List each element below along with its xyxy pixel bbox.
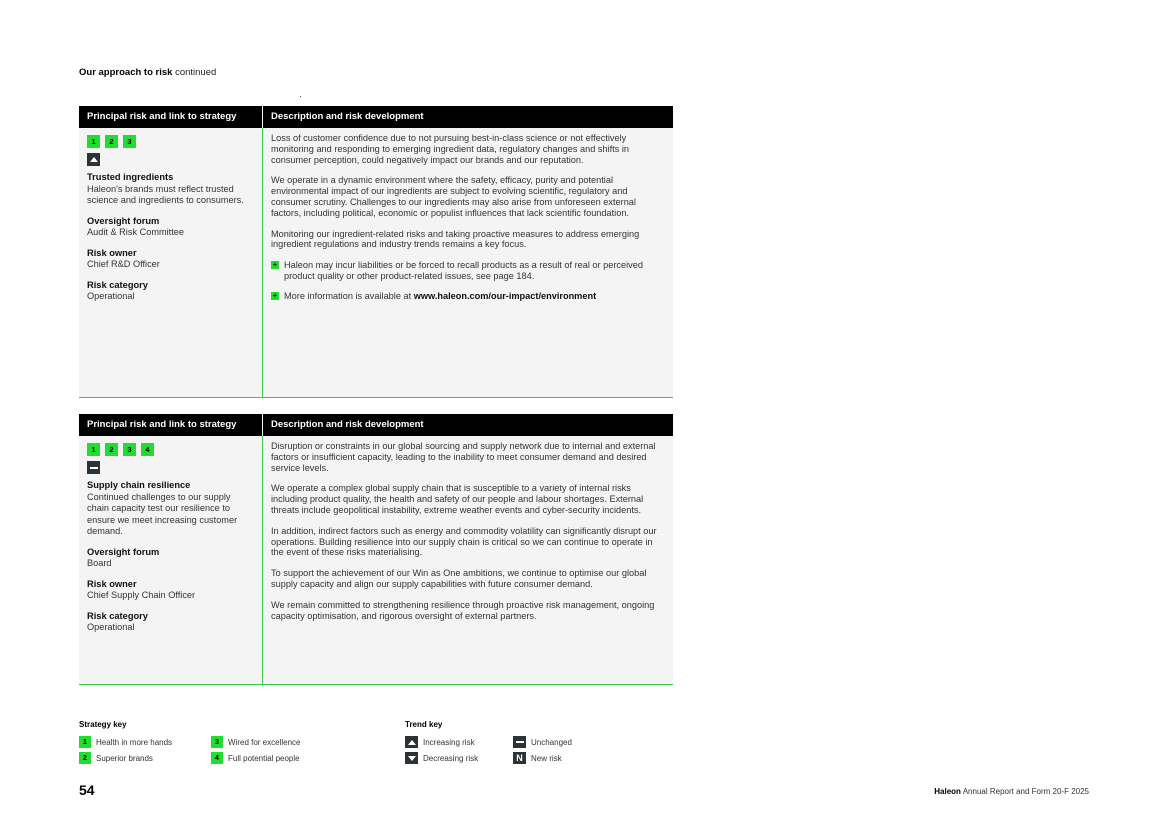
risk-description-column: [263, 128, 673, 397]
risk-category-block: [87, 280, 254, 303]
description-paragraph: To support the achievement of our Win as One ambitions, we continue to optimise our global supply capacity and align our supply capabilities with future consumer demand.: [271, 568, 647, 589]
trend-unchanged-icon: [513, 736, 526, 748]
more-info-link[interactable]: www.haleon.com/our-impact/environment: [413, 290, 597, 301]
risk-summary-column: [79, 128, 263, 397]
trend-key-item: [405, 752, 478, 764]
oversight-forum-label: Oversight forum: [87, 546, 160, 557]
plus-icon: +: [272, 260, 278, 270]
risk-category-label: Risk category: [87, 279, 148, 290]
strategy-key-label: Health in more hands: [96, 737, 173, 747]
strategy-key-label: Full potential people: [228, 753, 300, 763]
oversight-forum-label: Oversight forum: [87, 215, 160, 226]
table-body: [79, 128, 673, 397]
trend-decreasing-icon: [405, 752, 418, 764]
risk-category-value: Operational: [87, 622, 135, 632]
trend-key-label: Increasing risk: [423, 737, 475, 747]
risk-table-supply-chain: [79, 414, 673, 685]
strategy-link-badges: [87, 135, 254, 148]
risk-name-block: [87, 172, 254, 207]
risk-description-column: [263, 436, 673, 684]
trend-increasing-icon: [405, 736, 418, 748]
description-paragraph: We operate in a dynamic environment where the safety, efficacy, purity and potential environmental impact of our ingredients are subject to evolving scientific, regulatory and consumer scrutiny. Challenges to our ingredients may also arise from unforeseen external factors, including political, economic or populist influences that lack scientific foundation.: [271, 175, 636, 218]
risk-name: Trusted ingredients: [87, 172, 174, 182]
description-paragraph: Disruption or constraints in our global sourcing and supply network due to internal and external factors or insufficient capacity, leading to the inability to meet consumer demand and desired service levels.: [271, 441, 656, 473]
section-title: [79, 67, 216, 78]
cross-reference-bullet: [271, 260, 665, 282]
trend-key-title: Trend key: [405, 720, 443, 729]
strategy-key-badge: 1: [79, 736, 91, 748]
trend-unchanged-icon: [87, 461, 100, 474]
table-header: [79, 106, 673, 128]
risk-owner-value: Chief Supply Chain Officer: [87, 590, 196, 600]
table-header-left: Principal risk and link to strategy: [79, 106, 263, 128]
oversight-forum-value: Audit & Risk Committee: [87, 227, 185, 237]
risk-category-value: Operational: [87, 291, 135, 301]
risk-category-block: [87, 611, 254, 634]
trend-key-item: [405, 736, 475, 748]
risk-summary-column: [79, 436, 263, 684]
risk-name-block: [87, 480, 254, 538]
strategy-badge-1: 1: [87, 443, 100, 456]
strategy-key-label: Wired for excellence: [228, 737, 301, 747]
description-paragraph: We remain committed to strengthening resilience through proactive risk management, ongoing capacity optimisation, and rigorous oversight of external partners.: [271, 599, 655, 621]
strategy-key-label: Superior brands: [96, 753, 153, 763]
strategy-badge-2: 2: [105, 135, 118, 148]
strategy-key-item: [211, 736, 300, 748]
risk-owner-block: [87, 579, 254, 602]
risk-table-trusted-ingredients: [79, 106, 673, 398]
table-body: [79, 436, 673, 684]
strategy-key-item: [79, 752, 153, 764]
strategy-key-item: [79, 736, 172, 748]
oversight-forum-value: Board: [87, 558, 112, 568]
plus-icon: +: [272, 290, 278, 300]
more-info-text: More information is available at: [284, 290, 414, 301]
page-number: 54: [79, 782, 95, 798]
trend-new-risk-icon: N: [513, 752, 526, 764]
risk-category-label: Risk category: [87, 610, 148, 621]
risk-owner-value: Chief R&D Officer: [87, 259, 160, 269]
description-paragraph: Monitoring our ingredient-related risks and taking proactive measures to address emerging ingredient regulations and industry trends remains a key focus.: [271, 228, 640, 250]
strategy-badge-2: 2: [105, 443, 118, 456]
cross-reference-text: Haleon may incur liabilities or be forced to recall products as a result of real or perceived product quality or other product-related issues, see page 184.: [284, 260, 643, 281]
risk-owner-label: Risk owner: [87, 247, 137, 258]
strategy-key-badge: 2: [79, 752, 91, 764]
oversight-forum-block: [87, 216, 254, 239]
risk-owner-block: [87, 248, 254, 271]
strategy-badge-1: 1: [87, 135, 100, 148]
trend-key-item: [513, 752, 562, 764]
table-header-left: Principal risk and link to strategy: [79, 414, 263, 436]
risk-owner-label: Risk owner: [87, 578, 137, 589]
description-paragraph: In addition, indirect factors such as energy and commodity volatility can significantly disrupt our operations. Building resilience into our supply chain is critical so we can continue to operate in the event of these risks materialising.: [271, 525, 657, 558]
trend-key-label: New risk: [531, 753, 562, 763]
risk-summary: Continued challenges to our supply chain capacity test our resilience to ensure we meet increasing customer demand.: [87, 491, 238, 536]
trend-key-label: Decreasing risk: [423, 753, 479, 763]
strategy-badge-3: 3: [123, 443, 136, 456]
trend-key-item: [513, 736, 572, 748]
trend-key-label: Unchanged: [531, 737, 572, 747]
table-header-right: Description and risk development: [271, 419, 424, 430]
risk-summary: Haleon's brands must reflect trusted science and ingredients to consumers.: [87, 183, 244, 205]
footer-report-title: [934, 787, 1089, 796]
table-header: [79, 414, 673, 436]
footer-brand: Haleon: [934, 787, 961, 796]
strategy-link-badges: [87, 443, 254, 456]
strategy-key-title: Strategy key: [79, 720, 127, 729]
strategy-badge-4: 4: [141, 443, 154, 456]
description-paragraph: We operate a complex global supply chain that is susceptible to a variety of internal risks including product quality, the health and safety of our people and labour shortages. External threats include geopolitical instability, extreme weather events and cyber-security incidents.: [271, 483, 644, 515]
description-paragraph: Loss of customer confidence due to not pursuing best-in-class science or not effectively monitoring and responding to emerging ingredient data, regulatory changes and shifts in consumer perception, could negatively impact our brands and our reputation.: [271, 133, 630, 165]
oversight-forum-block: [87, 547, 254, 570]
strategy-key-badge: 4: [211, 752, 223, 764]
strategy-badge-3: 3: [123, 135, 136, 148]
strategy-key-item: [211, 752, 300, 764]
trend-increasing-icon: [87, 153, 100, 166]
section-title-continued: continued: [175, 67, 217, 78]
risk-name: Supply chain resilience: [87, 480, 191, 490]
stray-dot: [300, 96, 301, 97]
table-header-right: Description and risk development: [271, 111, 424, 122]
strategy-key-badge: 3: [211, 736, 223, 748]
more-info-bullet: [271, 291, 665, 302]
footer-report: Annual Report and Form 20-F 2025: [962, 787, 1089, 796]
section-title-bold: Our approach to risk: [79, 67, 173, 78]
